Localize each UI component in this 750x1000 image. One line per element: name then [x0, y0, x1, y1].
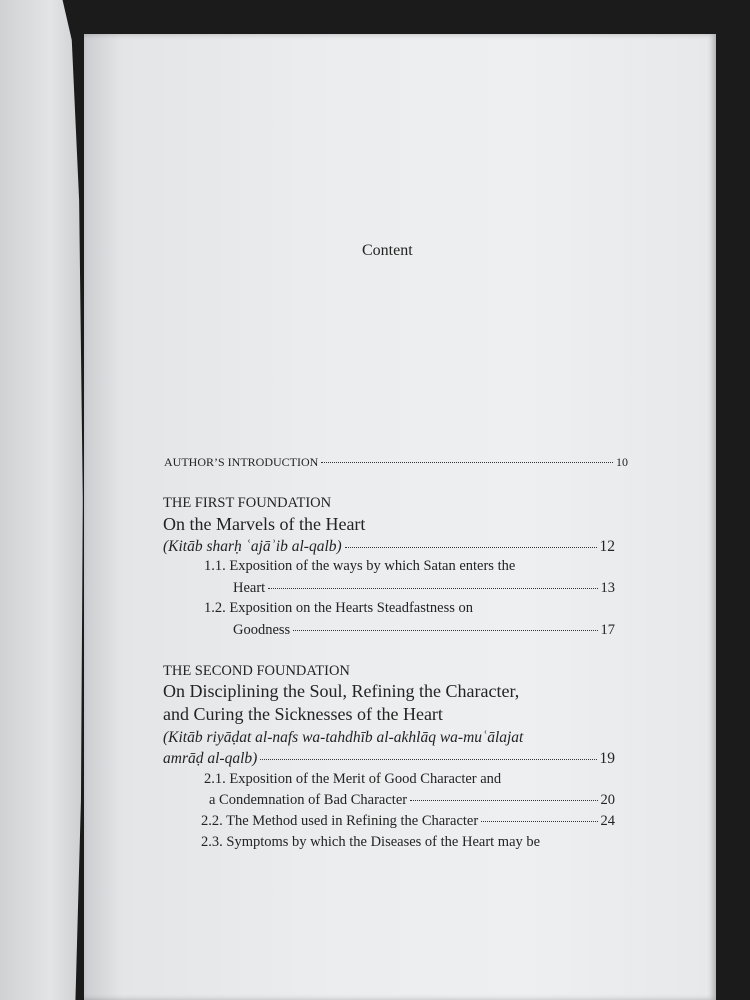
page-number: 17: [600, 622, 615, 638]
first-foundation-heading: THE FIRST FOUNDATION: [163, 495, 332, 511]
arabic-title: amrāḍ al-qalb): [163, 750, 258, 767]
arabic-title: (Kitāb sharḥ ʿajāʾib al-qalb): [163, 538, 342, 555]
second-foundation-subtitle-line2: and Curing the Sicknesses of the Heart: [163, 704, 443, 724]
page-number: 20: [600, 792, 615, 808]
page-number: 24: [600, 813, 615, 829]
second-foundation-arabic-line1: (Kitāb riyāḍat al-nafs wa-tahdhīb al-akhlāq wa-muʿālajat: [163, 729, 524, 746]
dot-leader: [345, 547, 597, 548]
page-number: 12: [599, 538, 615, 555]
toc-entry-2-1: [209, 792, 615, 809]
dot-leader: [410, 800, 597, 801]
page-number: 19: [599, 750, 615, 767]
entry-label: Heart: [233, 580, 266, 596]
second-foundation-subtitle-line1: On Disciplining the Soul, Refining the Character,: [163, 681, 520, 701]
toc-entry-2-1-line1: 2.1. Exposition of the Merit of Good Character and: [204, 771, 502, 787]
entry-label: a Condemnation of Bad Character: [209, 792, 408, 808]
dot-leader: [260, 759, 596, 760]
entry-label: Goodness: [233, 622, 291, 638]
toc-entry-second-foundation: [163, 750, 615, 768]
toc-title: Content: [362, 242, 413, 259]
first-foundation-subtitle: On the Marvels of the Heart: [163, 514, 366, 534]
dot-leader: [321, 462, 613, 463]
toc-entry-first-foundation: [163, 538, 615, 556]
toc-entry-1-2-line1: 1.2. Exposition on the Hearts Steadfastness on: [204, 600, 474, 616]
toc-entry-1-1: [233, 580, 615, 597]
facing-page-edge: [0, 0, 92, 1000]
dot-leader: [293, 630, 597, 631]
page-number: 13: [600, 580, 615, 596]
page-number: 10: [616, 455, 628, 469]
entry-label: 2.2. The Method used in Refining the Character: [201, 813, 479, 829]
dot-leader: [481, 821, 597, 822]
entry-label: AUTHOR’S INTRODUCTION: [164, 455, 319, 469]
dot-leader: [268, 588, 597, 589]
second-foundation-heading: THE SECOND FOUNDATION: [163, 663, 350, 679]
toc-entry-1-1-line1: 1.1. Exposition of the ways by which Satan enters the: [204, 558, 516, 574]
toc-entry-author-introduction: [164, 455, 628, 470]
toc-entry-2-2: [201, 813, 615, 830]
toc-entry-1-2: [233, 622, 615, 639]
book-page: [84, 34, 716, 1000]
toc-entry-2-3: 2.3. Symptoms by which the Diseases of the Heart may be: [201, 834, 541, 850]
